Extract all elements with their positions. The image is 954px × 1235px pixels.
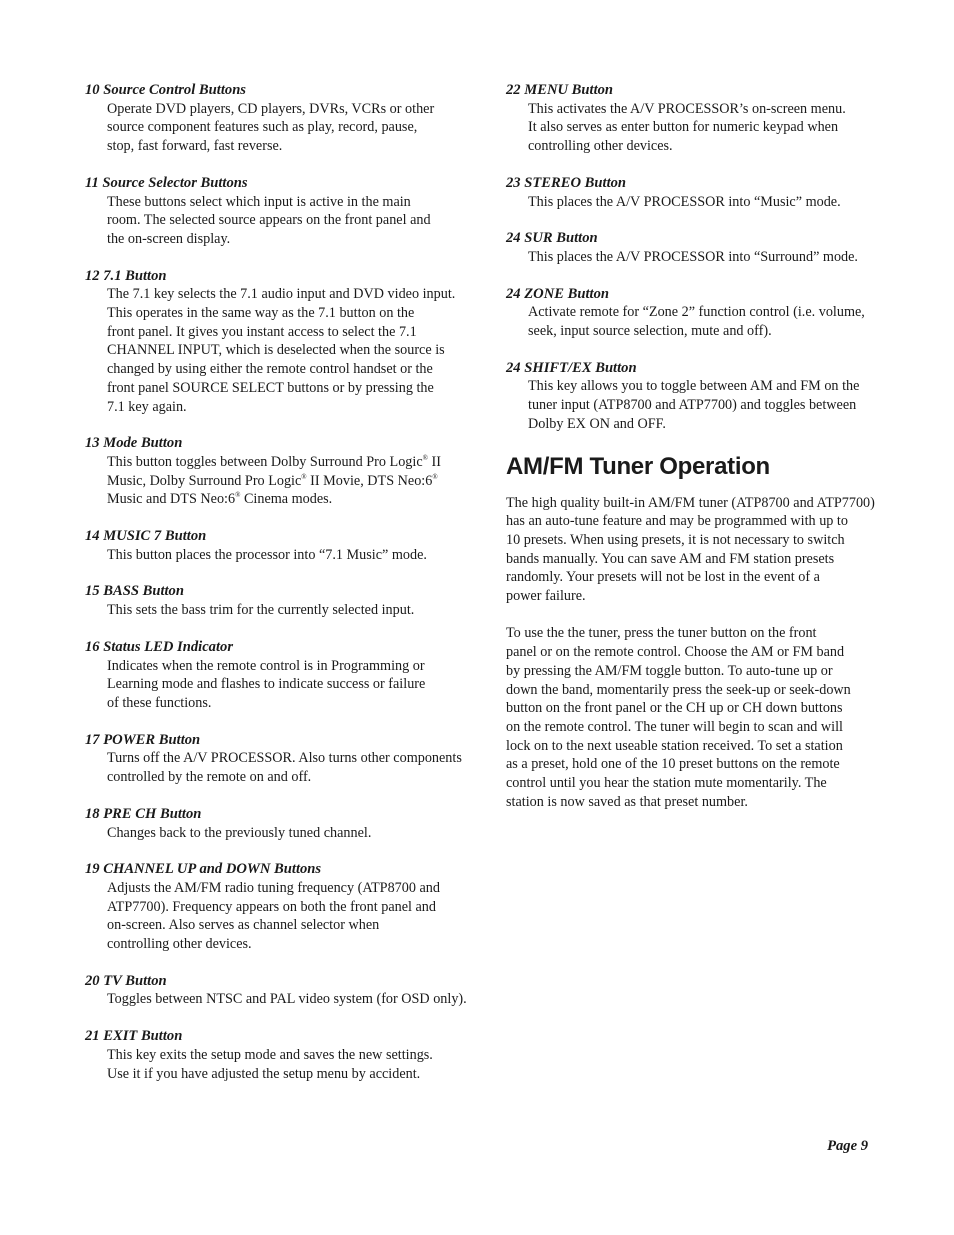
paragraph-line: control until you hear the station mute momentarily. The xyxy=(506,775,827,792)
paragraph-line: station is now saved as that preset number. xyxy=(506,793,748,810)
body-line: controlled by the remote on and off. xyxy=(107,769,312,786)
entry-body xyxy=(506,193,871,212)
entry-mode-button xyxy=(85,434,455,509)
entry-body xyxy=(506,100,871,156)
registered-mark: ® xyxy=(235,491,241,500)
body-line: Learning mode and flashes to indicate success or failure xyxy=(107,676,426,693)
body-line xyxy=(107,472,455,491)
paragraph-line: on the remote control. The tuner will begin to scan and will xyxy=(506,718,844,735)
entry-body xyxy=(85,1046,455,1083)
paragraph-line: power failure. xyxy=(506,588,586,605)
body-line: tuner input (ATP8700 and ATP7700) and toggles between xyxy=(528,397,857,414)
entry-body xyxy=(85,546,455,565)
body-line: This operates in the same way as the 7.1 button on the xyxy=(107,305,415,322)
text-run: Cinema modes. xyxy=(243,491,333,508)
text-run: Music and DTS Neo:6 xyxy=(107,491,236,508)
right-column xyxy=(506,81,875,830)
entry-body xyxy=(85,749,462,786)
entry-body xyxy=(85,824,455,843)
body-line xyxy=(107,490,455,509)
body-line: on-screen. Also serves as channel selector when xyxy=(107,917,380,934)
paragraph-line: has an auto-tune feature and may be programmed with up to xyxy=(506,513,848,530)
entry-menu-button xyxy=(506,81,871,156)
body-line: Toggles between NTSC and PAL video system (for OSD only). xyxy=(107,991,467,1008)
left-column xyxy=(85,81,467,1101)
body-line: This sets the bass trim for the currently selected input. xyxy=(107,602,415,619)
entry-exit-button xyxy=(85,1027,455,1083)
entry-shift-ex-button xyxy=(506,359,871,434)
entry-title: 24 SUR Button xyxy=(506,230,598,247)
entry-stereo-button xyxy=(506,174,871,211)
entry-bass-button xyxy=(85,582,455,619)
entry-body xyxy=(85,453,455,509)
entry-title: 14 MUSIC 7 Button xyxy=(85,528,207,545)
paragraph-line: as a preset, hold one of the 10 preset buttons on the remote xyxy=(506,756,840,773)
entry-body xyxy=(506,303,871,340)
entry-body xyxy=(85,285,455,416)
entry-title: 19 CHANNEL UP and DOWN Buttons xyxy=(85,861,322,878)
entry-title: 12 7.1 Button xyxy=(85,267,167,284)
body-line: Activate remote for “Zone 2” function control (i.e. volume, xyxy=(528,304,865,321)
body-line: Operate DVD players, CD players, DVRs, VCRs or other xyxy=(107,100,435,117)
entry-title: 23 STEREO Button xyxy=(506,174,627,191)
paragraph-line: 10 presets. When using presets, it is not necessary to switch xyxy=(506,531,845,548)
body-line: Dolby EX ON and OFF. xyxy=(528,415,666,432)
paragraph-line: by pressing the AM/FM toggle button. To auto-tune up or xyxy=(506,662,833,679)
body-line: This places the A/V PROCESSOR into “Music” mode. xyxy=(528,193,841,210)
entry-tv-button xyxy=(85,972,467,1009)
entry-title: 17 POWER Button xyxy=(85,731,201,748)
entry-title: 15 BASS Button xyxy=(85,583,184,600)
paragraph-line: button on the front panel or the CH up or CH down buttons xyxy=(506,700,843,717)
entry-title: 22 MENU Button xyxy=(506,82,614,98)
entry-title: 13 Mode Button xyxy=(85,435,183,452)
entry-sur-button xyxy=(506,229,871,266)
entry-title: 20 TV Button xyxy=(85,972,167,989)
entry-power-button xyxy=(85,731,462,787)
body-line: Changes back to the previously tuned channel. xyxy=(107,824,372,841)
body-line: controlling other devices. xyxy=(528,138,673,155)
paragraph-line: panel or on the remote control. Choose the AM or FM band xyxy=(506,644,845,661)
entry-body xyxy=(85,601,455,620)
entry-body xyxy=(85,657,455,713)
text-run: II xyxy=(431,453,441,470)
paragraph xyxy=(506,494,875,606)
body-line: These buttons select which input is active in the main xyxy=(107,193,411,210)
body-line: The 7.1 key selects the 7.1 audio input and DVD video input. xyxy=(107,286,456,303)
body-line: Use it if you have adjusted the setup menu by accident. xyxy=(107,1065,421,1082)
paragraph xyxy=(506,624,871,811)
paragraph-line: bands manually. You can save AM and FM station presets xyxy=(506,550,835,567)
entry-source-selector-buttons xyxy=(85,174,455,249)
text-run: II Movie, DTS Neo:6 xyxy=(310,472,433,489)
entry-pre-ch-button xyxy=(85,805,455,842)
entry-zone-button xyxy=(506,285,871,341)
entry-body xyxy=(506,248,871,267)
entry-body xyxy=(506,377,871,433)
paragraph-line: lock on to the next useable station received. To set a station xyxy=(506,737,843,754)
paragraph-line: To use the the tuner, press the tuner button on the front xyxy=(506,625,817,642)
registered-mark: ® xyxy=(432,472,438,481)
body-line: front panel. It gives you instant access to select the 7.1 xyxy=(107,323,417,340)
entry-body xyxy=(85,879,455,954)
body-line: This button places the processor into “7.1 Music” mode. xyxy=(107,546,427,563)
entry-title: 21 EXIT Button xyxy=(85,1028,183,1045)
body-line: 7.1 key again. xyxy=(107,398,187,415)
body-line: changed by using either the remote control handset or the xyxy=(107,361,433,378)
paragraph-line: The high quality built-in AM/FM tuner (ATP8700 and ATP7700) xyxy=(506,494,875,511)
entry-title: 10 Source Control Buttons xyxy=(85,82,246,98)
body-line: CHANNEL INPUT, which is deselected when the source is xyxy=(107,342,445,359)
entry-body xyxy=(85,100,455,156)
page-number: Page 9 xyxy=(827,1138,868,1154)
entry-body xyxy=(85,193,455,249)
section-heading: AM/FM Tuner Operation xyxy=(506,452,770,480)
body-line: source component features such as play, record, pause, xyxy=(107,119,418,136)
body-line: of these functions. xyxy=(107,694,212,711)
body-line: Indicates when the remote control is in Programming or xyxy=(107,657,425,674)
body-line: This key exits the setup mode and saves the new settings. xyxy=(107,1046,433,1063)
body-line: It also serves as enter button for numeric keypad when xyxy=(528,119,839,136)
entry-status-led-indicator xyxy=(85,638,455,713)
body-line: stop, fast forward, fast reverse. xyxy=(107,138,283,155)
body-line: ATP7700). Frequency appears on both the front panel and xyxy=(107,898,436,915)
text-run: This button toggles between Dolby Surround Pro Logic xyxy=(107,453,423,470)
tuner-section xyxy=(506,452,875,812)
entry-music-7-button xyxy=(85,527,455,564)
registered-mark: ® xyxy=(422,453,428,462)
body-line xyxy=(107,453,455,472)
body-line: controlling other devices. xyxy=(107,936,252,953)
body-line: Adjusts the AM/FM radio tuning frequency (ATP8700 and xyxy=(107,879,440,896)
entry-channel-up-down-buttons xyxy=(85,860,455,954)
entry-title: 24 SHIFT/EX Button xyxy=(506,359,637,376)
paragraph-line: randomly. Your presets will not be lost in the event of a xyxy=(506,569,820,586)
entry-body xyxy=(85,990,467,1009)
body-line: seek, input source selection, mute and off). xyxy=(528,323,772,340)
body-line: the on-screen display. xyxy=(107,230,231,247)
body-line: This key allows you to toggle between AM and FM on the xyxy=(528,378,860,395)
entry-source-control-buttons xyxy=(85,81,455,156)
entry-7-1-button xyxy=(85,267,455,417)
text-run: Music, Dolby Surround Pro Logic xyxy=(107,472,302,489)
body-line: This places the A/V PROCESSOR into “Surround” mode. xyxy=(528,248,858,265)
body-line: Turns off the A/V PROCESSOR. Also turns other components xyxy=(107,750,462,767)
paragraph-line: down the band, momentarily press the seek-up or seek-down xyxy=(506,681,851,698)
entry-title: 18 PRE CH Button xyxy=(85,805,202,822)
registered-mark: ® xyxy=(301,472,307,481)
entry-title: 24 ZONE Button xyxy=(506,285,609,302)
entry-title: 11 Source Selector Buttons xyxy=(85,174,248,191)
body-line: This activates the A/V PROCESSOR’s on-screen menu. xyxy=(528,100,846,117)
body-line: front panel SOURCE SELECT buttons or by pressing the xyxy=(107,379,434,396)
body-line: room. The selected source appears on the front panel and xyxy=(107,212,431,229)
entry-title: 16 Status LED Indicator xyxy=(85,638,233,655)
